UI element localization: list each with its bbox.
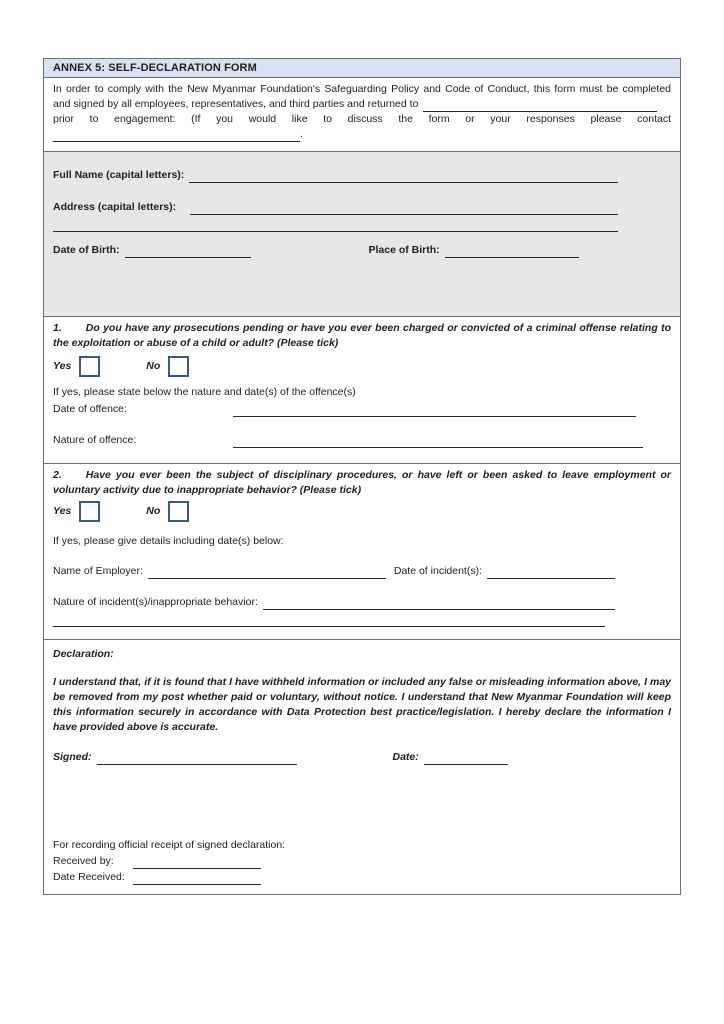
nature-of-incident-blank-1[interactable] [263, 598, 615, 610]
nature-of-offence-label: Nature of offence: [53, 434, 137, 446]
declaration-section [44, 640, 680, 894]
question-2-text: Have you ever been the subject of disciplinary procedures, or have left or been asked to leave employment or voluntary activity due to inappropriate behavior? (Please tick) [53, 469, 671, 496]
address-blank-1[interactable] [190, 203, 618, 215]
signature-row [53, 750, 671, 765]
q1-if-yes-text: If yes, please state below the nature and date(s) of the offence(s) [53, 386, 356, 398]
date-received-row [53, 870, 671, 885]
question-1-text: Do you have any prosecutions pending or have you ever been charged or convicted of a criminal offense relating to the exploitation or abuse of a child or adult? (Please tick) [53, 322, 671, 349]
returned-to-blank[interactable] [423, 100, 657, 112]
address-row [53, 200, 671, 215]
address-row-2 [53, 220, 671, 232]
self-declaration-form [43, 58, 681, 895]
received-by-row [53, 854, 671, 869]
q2-if-yes-text: If yes, please give details including date(s) below: [53, 535, 284, 547]
intro-line-3: prior to engagement: (If you would like to discuss the form or your responses please contact [53, 113, 671, 125]
question-2-section [44, 464, 680, 640]
date-of-incident-blank[interactable] [487, 567, 615, 579]
question-2-tick-row [53, 501, 671, 522]
personal-details-section [44, 152, 680, 317]
question-1-section [44, 317, 680, 464]
q2-no-checkbox[interactable] [168, 501, 189, 522]
intro-line-2-text: and signed by all employees, representatives, and third parties and returned to [53, 98, 419, 110]
full-name-row [53, 168, 671, 183]
question-2-number: 2. [53, 469, 62, 481]
name-of-employer-blank[interactable] [148, 567, 386, 579]
q1-nature-row [53, 433, 671, 448]
q1-yes-label: Yes [53, 360, 72, 372]
receipt-block [53, 838, 671, 885]
address-label: Address (capital letters): [53, 201, 177, 213]
birth-row [53, 243, 671, 258]
question-2-text-block [53, 468, 671, 498]
declaration-body: I understand that, if it is found that I have withheld information or included any false or misleading information above, I may be removed from my post whether paid or voluntary, without notice. I understand that New Myanmar Foundation will keep this information securely in accordance with Data Protection best practice/legislation. I hereby declare the information I have provided above is accurate. [53, 676, 671, 733]
q2-employer-row [53, 564, 671, 579]
question-1-text-block [53, 321, 671, 351]
q1-no-checkbox[interactable] [168, 356, 189, 377]
q1-yes-checkbox[interactable] [79, 356, 100, 377]
date-of-birth-blank[interactable] [125, 246, 251, 258]
place-of-birth-label: Place of Birth: [368, 244, 440, 256]
form-title: ANNEX 5: SELF-DECLARATION FORM [53, 61, 257, 74]
name-of-employer-label: Name of Employer: [53, 565, 143, 577]
q1-no-label: No [146, 360, 161, 372]
nature-of-incident-blank-2[interactable] [53, 615, 605, 627]
receipt-heading: For recording official receipt of signed declaration: [53, 839, 286, 851]
date-received-blank[interactable] [133, 873, 261, 885]
full-name-label: Full Name (capital letters): [53, 169, 185, 181]
intro-line-1: In order to comply with the New Myanmar Foundation's Safeguarding Policy and Code of Conduct, this form must be completed [53, 83, 671, 95]
q2-yes-label: Yes [53, 505, 72, 517]
received-by-blank[interactable] [133, 857, 261, 869]
declaration-heading: Declaration: [53, 648, 114, 660]
signed-blank[interactable] [97, 753, 297, 765]
question-1-number: 1. [53, 322, 62, 334]
q2-no-label: No [146, 505, 161, 517]
q2-yes-checkbox[interactable] [79, 501, 100, 522]
date-of-birth-label: Date of Birth: [53, 244, 120, 256]
intro-section [44, 78, 680, 152]
intro-line-2 [53, 97, 671, 112]
form-title-bar [44, 59, 680, 78]
signed-label: Signed: [53, 751, 92, 763]
date-label: Date: [392, 751, 419, 763]
place-of-birth-blank[interactable] [445, 246, 579, 258]
intro-line-4 [53, 127, 671, 142]
date-received-label: Date Received: [53, 871, 125, 883]
nature-of-incident-label: Nature of incident(s)/inappropriate behavior: [53, 596, 258, 608]
address-blank-2[interactable] [53, 220, 618, 232]
q2-nature-row-2 [53, 615, 671, 627]
contact-blank[interactable] [53, 130, 300, 142]
q1-nature-row-2 [53, 453, 671, 464]
intro-line-4-period: . [300, 128, 303, 140]
q1-date-row [53, 402, 671, 417]
date-of-incident-label: Date of incident(s): [393, 565, 482, 577]
date-blank[interactable] [424, 753, 508, 765]
date-of-offence-blank[interactable] [233, 405, 636, 417]
q2-nature-row [53, 595, 671, 610]
received-by-label: Received by: [53, 855, 114, 867]
question-1-tick-row [53, 356, 671, 377]
date-of-offence-label: Date of offence: [53, 403, 127, 415]
nature-of-offence-blank-1[interactable] [233, 436, 643, 448]
full-name-blank[interactable] [189, 171, 618, 183]
nature-of-offence-blank-2[interactable] [48, 453, 620, 464]
